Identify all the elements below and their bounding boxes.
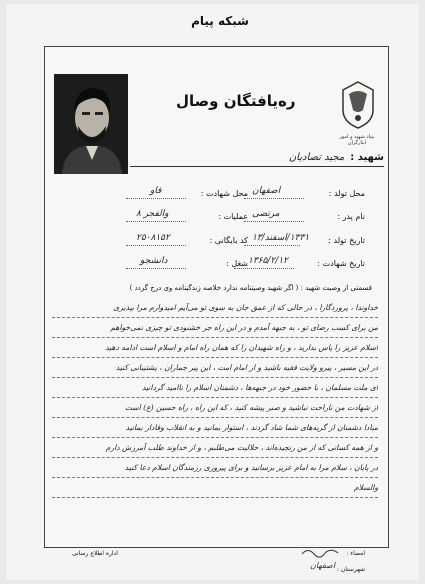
operation-label: عملیات : <box>218 212 248 221</box>
martyrdom-place-label: محل شهادت : <box>200 189 248 198</box>
city-label: شهرستان : <box>336 566 365 573</box>
birthdate-line <box>244 245 300 246</box>
martyrdom-date-value: ۱۳۶۵/۲/۱۲ <box>248 256 288 266</box>
will-line: من برای کسب رضای تو ، به جبهه آمدم و در این راه جز خشنودی تو چیزی نمی‌خواهم <box>52 318 378 338</box>
martyrdom-place-value: فاو <box>150 186 162 196</box>
will-line: خداوندا ، پروردگارا ، در حالی که از عمق جان به سوی تو می‌آیم امیدوارم مرا بپذیری <box>52 298 378 318</box>
info-office-label: اداره اطلاع رسانی <box>72 550 118 557</box>
will-line: در پایان ، سلام مرا به امام عزیز برسانید و برای پیروزی رزمندگان اسلام دعا کنید <box>52 458 378 478</box>
martyr-name-row <box>200 151 384 164</box>
father-name-value: مرتضی <box>252 209 280 219</box>
birthplace-line <box>244 198 304 199</box>
will-line: از شهادت من ناراحت نباشید و صبر پیشه کنید ، که این راه ، راه حسین (ع) است <box>52 398 378 418</box>
father-name-label: نام پدر : <box>337 212 365 221</box>
signature-scribble <box>300 546 340 560</box>
martyrdom-place-line <box>126 198 186 199</box>
operation-value: والفجر ۸ <box>136 209 169 219</box>
father-name-line <box>244 221 304 222</box>
operation-line <box>126 221 186 222</box>
will-line: و از همه کسانی که از من رنجیده‌اند ، حلالیت می‌طلبم ، و از خداوند طلب آمرزش دارم <box>52 438 378 458</box>
birthplace-label: محل تولد : <box>328 189 365 198</box>
will-line: والسلام <box>52 478 378 498</box>
job-value: دانشجو <box>140 256 168 266</box>
network-heading: شبکه پیام <box>191 14 249 28</box>
martyrdom-date-label: تاریخ شهادت : <box>317 259 365 268</box>
birthdate-label: تاریخ تولد : <box>328 236 365 245</box>
job-line <box>126 268 186 269</box>
will-line: در این مسیر ، پیرو ولایت فقیه باشید و از امام امت ، این پیر جماران ، پشتیبانی کنید <box>52 358 378 378</box>
martyrdom-date-line <box>234 268 294 269</box>
will-line: اسلام عزیز را پاس بدارید ، و راه شهیدان را که همان راه امام و اسلام است ادامه دهید <box>52 338 378 358</box>
martyr-name: مجید تصادیان <box>288 152 345 163</box>
martyr-portrait-photo <box>54 74 128 174</box>
header-divider <box>130 166 384 167</box>
city-value: اصفهان <box>310 561 336 570</box>
will-text-block <box>52 298 378 538</box>
will-line: ای ملت مسلمان ، با حضور خود در جبهه‌ها ، دشمنان اسلام را ناامید گردانید <box>52 378 378 398</box>
page-title: ره‌یافتگان وصال <box>176 92 296 110</box>
foundation-logo <box>339 80 377 130</box>
birthdate-value: ۱۳۳۱/اسفند/۱۳ <box>252 233 310 243</box>
martyr-label: شهید : <box>350 152 384 163</box>
will-section-label: قسمتی از وصیت شهید : ( اگر شهید وصیتنامه ندارد خلاصه زندگینامه وی درج گردد ) <box>129 284 372 292</box>
archive-code-line <box>126 245 186 246</box>
job-label: شغل : <box>226 259 248 268</box>
archive-code-label: کد بایگانی : <box>209 236 248 245</box>
logo-caption: بنیاد شهید و امور ایثارگران <box>339 134 375 146</box>
will-line: مبادا دشمنان از گریه‌های شما شاد گردند ، استوار بمانید و به انقلاب وفادار بمانید <box>52 418 378 438</box>
archive-code-value: ۲۵۰۸۱۵۲ <box>136 233 170 243</box>
birthplace-value: اصفهان <box>252 186 281 196</box>
sign-label: امضاء : <box>346 550 365 557</box>
